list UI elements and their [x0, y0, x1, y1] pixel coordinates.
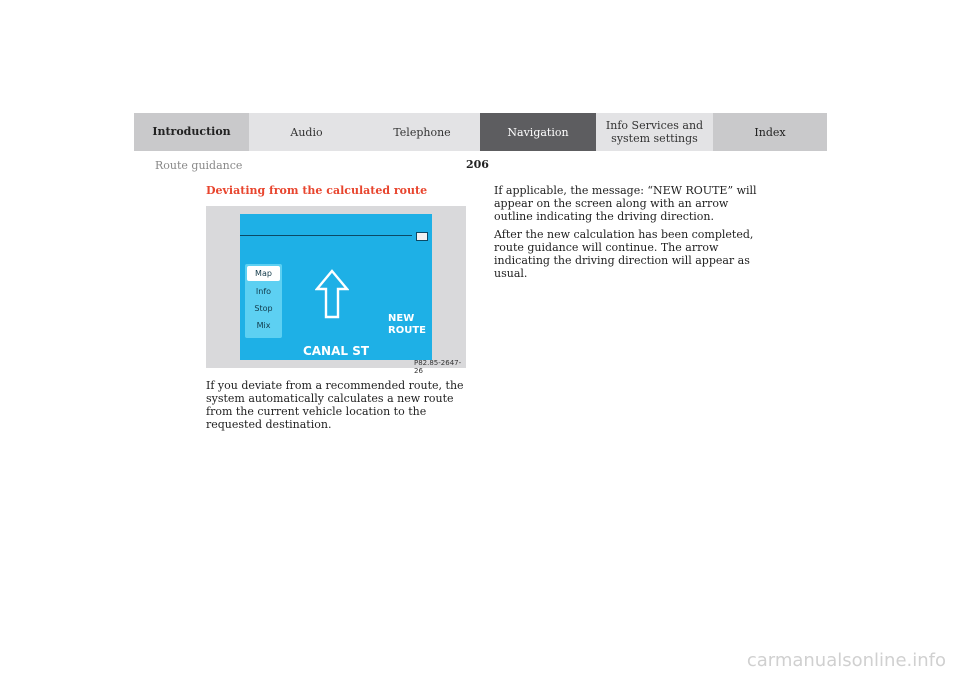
new-route-line2: ROUTE: [388, 325, 426, 336]
tab-info-label-line1: Info Services and: [605, 119, 704, 132]
tab-navigation[interactable]: [480, 113, 596, 151]
status-indicator-icon: [416, 232, 428, 241]
tab-index[interactable]: [713, 113, 827, 151]
menu-item-stop[interactable]: Stop: [254, 304, 273, 313]
chapter-tabs: [134, 113, 827, 151]
new-route-message: [388, 313, 426, 337]
new-route-line1: NEW: [388, 313, 415, 324]
right-paragraph-2: After the new calculation has been completed, route guidance will continue. The arrow indicating the driving direction will appear as usual.: [494, 228, 754, 280]
status-line: [240, 235, 412, 236]
tab-introduction-label: Introduction: [152, 125, 231, 138]
menu-item-info[interactable]: Info: [255, 287, 272, 296]
page-number: 206: [466, 158, 489, 171]
tab-index-label: Index: [754, 125, 786, 139]
nav-display: [240, 214, 432, 360]
tab-telephone[interactable]: [364, 113, 480, 151]
left-paragraph: If you deviate from a recommended route, the system automatically calculates a new route from the current vehicle location to the requested destination.: [206, 379, 464, 431]
right-paragraph-1: If applicable, the message: “NEW ROUTE” will appear on the screen along with an arrow outline indicating the driving direction.: [494, 184, 757, 223]
tab-telephone-label: Telephone: [393, 125, 451, 139]
display-menu: [245, 264, 282, 338]
navigation-screen-figure: [206, 206, 466, 375]
direction-arrow-outline-icon: [315, 269, 349, 319]
tab-info-services[interactable]: [596, 113, 713, 151]
subsection-heading: Deviating from the calculated route: [206, 184, 428, 197]
tab-audio-label: Audio: [290, 125, 323, 139]
tab-audio[interactable]: [249, 113, 364, 151]
tab-info-label-line2: system settings: [611, 132, 698, 145]
watermark: carmanualsonline.info: [746, 650, 946, 671]
section-title: Route guidance: [155, 159, 243, 172]
street-name: CANAL ST: [302, 344, 370, 358]
tab-navigation-label: Navigation: [507, 125, 569, 139]
menu-item-mix[interactable]: Mix: [256, 321, 271, 330]
tab-introduction[interactable]: [134, 113, 249, 151]
menu-item-map[interactable]: Map: [247, 266, 280, 281]
figure-code: P82.85-2647-26: [414, 359, 462, 375]
